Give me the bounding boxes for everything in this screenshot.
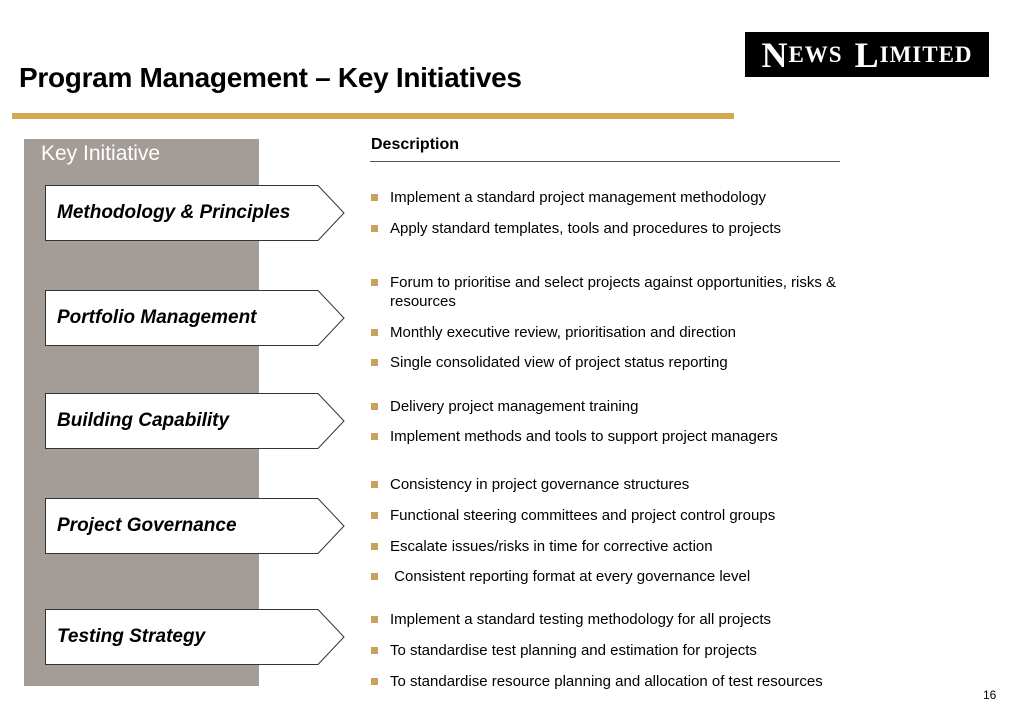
bullet-square-icon: [371, 647, 378, 654]
bullet-square-icon: [371, 543, 378, 550]
bullet-item: Functional steering committees and project control groups: [371, 506, 775, 525]
page-title: Program Management – Key Initiatives: [19, 62, 522, 93]
bullet-item: Escalate issues/risks in time for corrective action: [371, 537, 713, 556]
bullet-item: Implement methods and tools to support project managers: [371, 427, 778, 446]
initiative-testing: [45, 609, 345, 665]
initiative-label: Methodology & Principles: [57, 202, 291, 223]
bullet-square-icon: [371, 225, 378, 232]
bullet-square-icon: [371, 279, 378, 286]
bullet-square-icon: [371, 359, 378, 366]
bullet-item: To standardise test planning and estimation for projects: [371, 641, 757, 660]
bullet-item: Delivery project management training: [371, 397, 638, 416]
bullet-item: Single consolidated view of project status reporting: [371, 353, 728, 372]
bullet-item: Consistency in project governance structures: [371, 475, 689, 494]
bullet-square-icon: [371, 329, 378, 336]
bullet-item: Implement a standard testing methodology for all projects: [371, 610, 771, 629]
initiative-label: Building Capability: [57, 410, 230, 431]
description-divider: [370, 161, 840, 162]
initiative-label: Project Governance: [57, 515, 237, 536]
key-initiative-label: Key Initiative: [41, 142, 161, 165]
bullet-square-icon: [371, 403, 378, 410]
initiative-label: Testing Strategy: [57, 626, 206, 647]
bullet-square-icon: [371, 481, 378, 488]
news-limited-logo: N EWS L IMITED: [745, 32, 989, 77]
bullet-item: Forum to prioritise and select projects against opportunities, risks & resources: [371, 273, 861, 311]
bullet-square-icon: [371, 573, 378, 580]
bullet-square-icon: [371, 194, 378, 201]
bullet-square-icon: [371, 512, 378, 519]
initiative-capability: [45, 393, 345, 449]
bullet-item: Implement a standard project management methodology: [371, 188, 766, 207]
bullet-item: Apply standard templates, tools and procedures to projects: [371, 219, 781, 238]
bullet-square-icon: [371, 433, 378, 440]
bullet-item: To standardise resource planning and allocation of test resources: [371, 672, 823, 691]
bullet-square-icon: [371, 678, 378, 685]
bullet-item: Monthly executive review, prioritisation and direction: [371, 323, 736, 342]
bullet-square-icon: [371, 616, 378, 623]
initiative-portfolio: [45, 290, 345, 346]
description-header: Description: [371, 136, 460, 153]
initiative-label: Portfolio Management: [57, 307, 257, 328]
title-underline: [12, 113, 734, 119]
bullet-item: Consistent reporting format at every governance level: [371, 567, 750, 586]
page-number: 16: [983, 688, 997, 702]
initiative-governance: [45, 498, 345, 554]
initiative-methodology: [45, 185, 345, 241]
